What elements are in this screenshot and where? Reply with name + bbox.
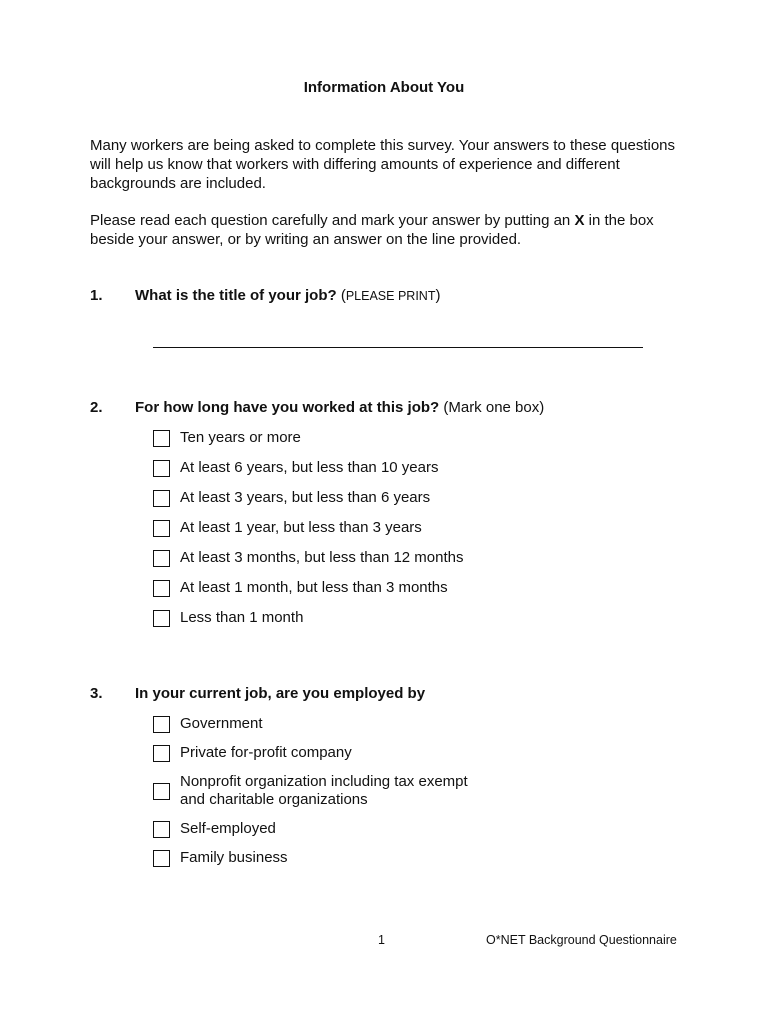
question-1-number: 1.: [90, 287, 103, 304]
option-q2-5[interactable]: [153, 549, 464, 567]
checkbox[interactable]: [153, 821, 170, 838]
option-label: At least 1 month, but less than 3 months: [180, 579, 448, 596]
question-1-note-close: ): [435, 287, 441, 304]
option-q3-1[interactable]: [153, 715, 263, 733]
option-label: At least 3 months, but less than 12 months: [180, 549, 464, 566]
checkbox[interactable]: [153, 716, 170, 733]
checkbox[interactable]: [153, 783, 170, 800]
question-3-text: In your current job, are you employed by: [135, 685, 426, 702]
option-q2-1[interactable]: [153, 429, 301, 447]
question-3-number: 3.: [90, 685, 103, 702]
option-label: Government: [180, 715, 263, 732]
option-label: At least 3 years, but less than 6 years: [180, 489, 431, 506]
question-1-note: PLEASE PRINT: [345, 289, 436, 303]
option-label: Less than 1 month: [180, 609, 304, 626]
question-1-note-open: (: [336, 287, 346, 304]
question-2-text: [135, 399, 544, 416]
option-q3-4[interactable]: [153, 820, 276, 838]
question-1-text: [135, 287, 440, 304]
page-number: 1: [378, 933, 385, 947]
question-1-label: What is the title of your job?: [135, 287, 337, 304]
option-label: At least 1 year, but less than 3 years: [180, 519, 422, 536]
checkbox[interactable]: [153, 490, 170, 507]
intro-p2-before: Please read each question carefully and mark your answer by putting an: [90, 212, 575, 229]
option-q3-5[interactable]: [153, 849, 288, 867]
option-q2-2[interactable]: [153, 459, 438, 477]
option-label-line-1: Nonprofit organization including tax exempt: [180, 773, 468, 790]
checkbox[interactable]: [153, 430, 170, 447]
question-2-label: For how long have you worked at this job?: [135, 399, 440, 416]
job-title-answer-line[interactable]: [153, 347, 643, 348]
option-label: At least 6 years, but less than 10 years: [180, 459, 439, 476]
question-2-number: 2.: [90, 399, 103, 416]
intro-paragraph-2: [90, 211, 690, 249]
page-title: Information About You: [303, 79, 465, 96]
checkbox[interactable]: [153, 460, 170, 477]
checkbox[interactable]: [153, 850, 170, 867]
checkbox[interactable]: [153, 610, 170, 627]
checkbox[interactable]: [153, 520, 170, 537]
option-q3-2[interactable]: [153, 744, 352, 762]
checkbox[interactable]: [153, 580, 170, 597]
option-q2-4[interactable]: [153, 519, 422, 537]
option-q3-3[interactable]: [153, 773, 468, 809]
option-label: Family business: [180, 849, 288, 866]
option-q2-6[interactable]: [153, 579, 448, 597]
intro-paragraph-1: Many workers are being asked to complete this survey. Your answers to these questions will help us know that workers with differing amounts of experience and different backgrounds are included.: [90, 137, 676, 192]
option-label: [180, 773, 468, 809]
option-label: Private for-profit company: [180, 744, 352, 761]
checkbox[interactable]: [153, 745, 170, 762]
intro-p2-after: in the box beside your answer, or by writing an answer on the line provided.: [90, 212, 654, 248]
option-q2-3[interactable]: [153, 489, 430, 507]
question-2-note: (Mark one box): [439, 399, 545, 416]
checkbox[interactable]: [153, 550, 170, 567]
option-label: Ten years or more: [180, 429, 301, 446]
option-label: Self-employed: [180, 820, 276, 837]
footer-doc-title: O*NET Background Questionnaire: [486, 933, 677, 947]
option-q2-7[interactable]: [153, 609, 303, 627]
option-label-line-2: and charitable organizations: [180, 791, 368, 808]
intro-mark-x: X: [574, 212, 585, 229]
